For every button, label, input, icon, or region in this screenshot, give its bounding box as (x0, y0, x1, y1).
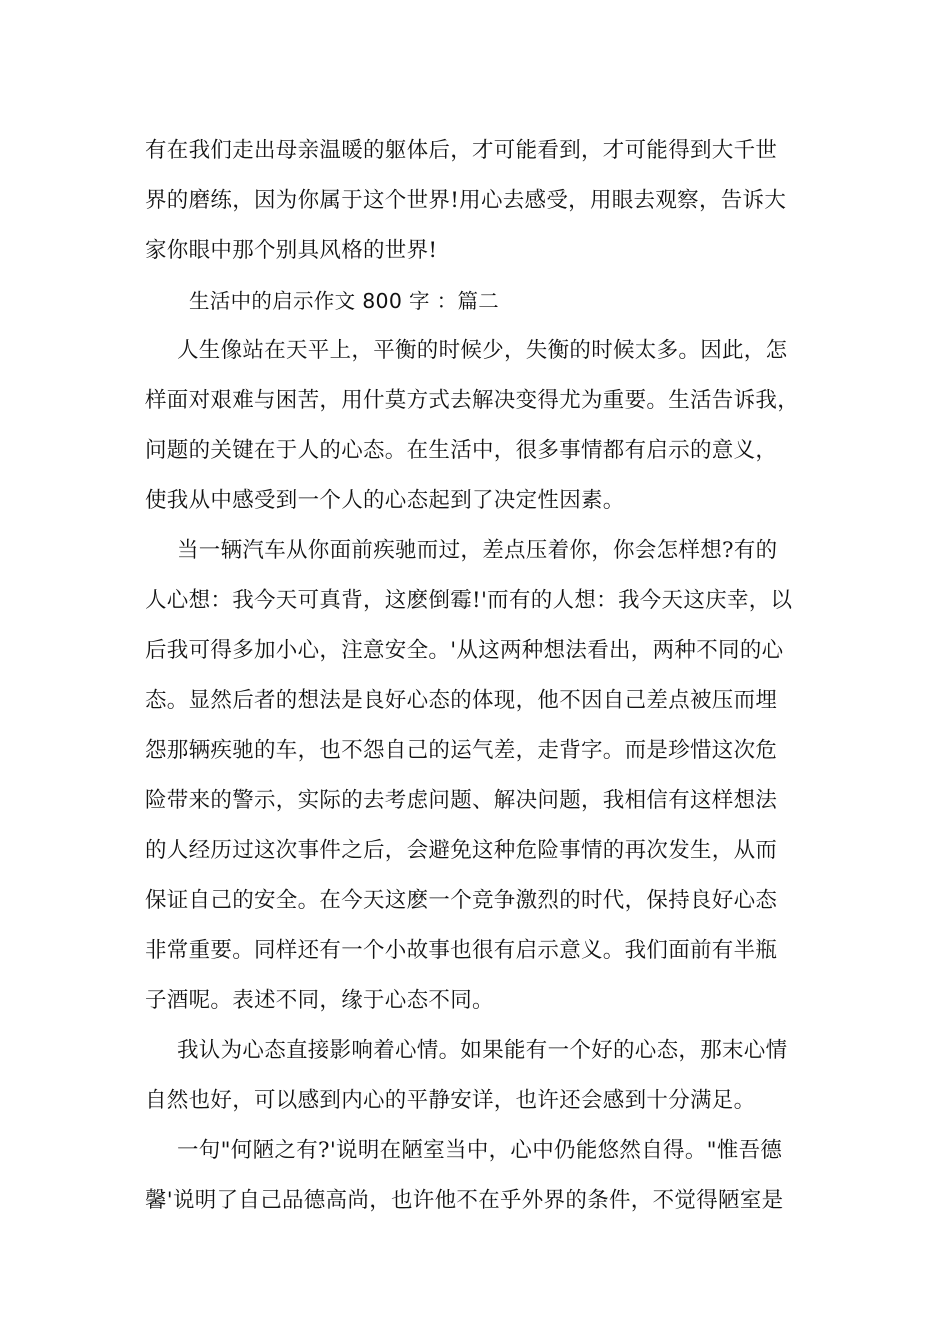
text-line: 家你眼中那个别具风格的世界! (145, 238, 438, 263)
section-heading: 生活中的启示作文 800 字 ：篇二 (189, 289, 500, 313)
text-line: 使我从中感受到一个人的心态起到了决定性因素。 (145, 488, 625, 513)
text-line: 后我可得多加小心，注意安全。'从这两种想法看出，两种不同的心 (145, 638, 784, 663)
article-body (145, 126, 810, 1226)
text-line: 非常重要。同样还有一个小故事也很有启示意义。我们面前有半瓶 (145, 938, 778, 963)
text-line: 样面对艰难与困苦，用什莫方式去解决变得尤为重要。生活告诉我， (145, 388, 800, 413)
text-line: 子酒呢。表述不同，缘于心态不同。 (145, 988, 494, 1013)
text-line: 怨那辆疾驰的车，也不怨自己的运气差，走背字。而是珍惜这次危 (145, 738, 778, 763)
text-line: 有在我们走出母亲温暖的躯体后，才可能看到，才可能得到大千世 (145, 138, 778, 163)
text-line: 馨'说明了自己品德高尚，也许他不在乎外界的条件，不觉得陋室是 (145, 1188, 784, 1213)
text-line: 态。显然后者的想法是良好心态的体现，他不因自己差点被压而埋 (145, 688, 778, 713)
text-line: 人心想：我今天可真背，这麽倒霉!'而有的人想：我今天这庆幸，以 (145, 588, 793, 613)
text-line: 的人经历过这次事件之后，会避免这种危险事情的再次发生，从而 (145, 838, 778, 863)
paragraph-start-line: 我认为心态直接影响着心情。如果能有一个好的心态，那末心情 (177, 1038, 788, 1063)
paragraph-start-line: 人生像站在天平上，平衡的时候少，失衡的时候太多。因此，怎 (177, 338, 788, 363)
text-line: 问题的关键在于人的心态。在生活中，很多事情都有启示的意义， (145, 438, 778, 463)
text-line: 自然也好，可以感到内心的平静安详，也许还会感到十分满足。 (145, 1088, 756, 1113)
paragraph-start-line: 一句"何陋之有?'说明在陋室当中，心中仍能悠然自得。"惟吾德 (177, 1138, 783, 1163)
text-line: 保证自己的安全。在今天这麽一个竞争激烈的时代，保持良好心态 (145, 888, 778, 913)
text-line: 界的磨练，因为你属于这个世界!用心去感受，用眼去观察，告诉大 (145, 188, 787, 213)
text-line: 险带来的警示，实际的去考虑问题、解决问题，我相信有这样想法 (145, 788, 778, 813)
paragraph-start-line: 当一辆汽车从你面前疾驰而过，差点压着你，你会怎样想?有的 (177, 538, 778, 563)
